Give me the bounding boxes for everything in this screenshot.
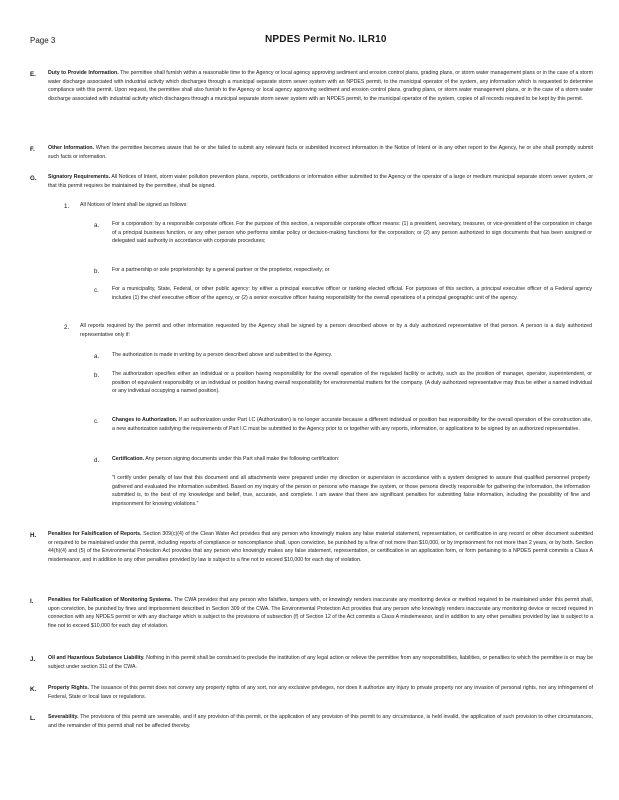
item-2c-label: c. (94, 418, 99, 425)
certification-quote: "I certify under penalty of law that this document and all attachments were prepared under my direction or supervision in accordance with a system designed to assure that qualified personnel properly gathered and evaluated the information submitted. Based on my inquiry of the person or persons who manage the system, or those persons directly responsible for gathering the information, the information submitted is, to the best of my knowledge and belief, true, accurate, and complete. I am aware that there are significant penalties for submitting false information, including the possibility of fine and imprisonment for knowing violations." (112, 475, 590, 507)
section-h-penalties-falsification-reports (48, 530, 593, 564)
permit-title: NPDES Permit No. ILR10 (265, 34, 387, 45)
section-text: When the permittee becomes aware that he or she failed to submit any relevant facts or submitted incorrect information in the Notice of Intent or in any other report to the Agency, he or she shall promptly submit such facts or information. (48, 145, 594, 160)
section-label-e: E. (30, 71, 36, 78)
item-2b-label: b. (94, 372, 100, 379)
section-text: If an authorization under Part I.C (Authorization) is no longer accurate because a different individual or position has responsibility for the overall operation of the construction site, a new authorization satisfying the requirements of Part I.C must be submitted to the Agency prior to or together with any reports, information, or applications to be signed by an authorized representative. (112, 417, 592, 432)
section-text: Any person signing documents under this Part shall make the following certification: (145, 456, 340, 462)
section-heading: Penalties for Falsification of Reports. (48, 531, 142, 537)
section-heading: Duty to Provide Information. (48, 70, 119, 76)
section-g-signatory-requirements (48, 173, 593, 190)
item-2a-text: The authorization is made in writing by a person described above and submitted to the Agency. (112, 352, 333, 358)
item-2-label: 2. (64, 324, 70, 331)
section-label-l: L. (30, 715, 36, 722)
section-heading: Property Rights. (48, 685, 89, 691)
section-label-k: K. (30, 686, 37, 693)
item-1c-text: For a municipality, State, Federal, or other public agency: by either a principal executive officer or ranking elected official. For purposes of this section, a principal executive officer of a Federal agency includes (1) the chief executive officer of the agency, or (2) a senior executive officer having responsibility for the overall operations of a principal geographic unit of the agency. (112, 286, 592, 301)
item-2a-label: a. (94, 353, 100, 360)
item-1a-text: For a corporation: by a responsible corporate officer. For the purpose of this section, a responsible corporate officer means: (1) a president, secretary, treasurer, or vice-president of the corporation in charge of a principal business function, or any other person who performs similar policy or decision-making functions for the corporation; or (2) any person authorized to sign documents that has been assigned or delegated said authority in accordance with corporate procedures; (112, 221, 592, 245)
section-label-i: I. (30, 598, 34, 605)
item-1a-label: a. (94, 222, 100, 229)
section-text: All Notices of Intent, storm water pollution prevention plans, reports, certifications or information either submitted to the Agency or the operator of a large or medium municipal separate storm sewer system, or that this permit requires be maintained by the permittee, shall be signed. (48, 174, 594, 189)
section-text: The CWA provides that any person who falsifies, tampers with, or knowingly renders inaccurate any monitoring device or method required to be maintained under this permit shall, upon conviction, be punished by fines and imprisonment described in Section 309 of the CWA. The Environmental Protection Act provides that any person who knowingly renders inaccurate any monitoring device or record required in connection with any NPDES permit or with any discharge which is subject to the provisions of subsection (f) of Section 12 of the Act commits a Class A misdemeanor, and in addition to any other penalties provided by law is subject to a fine not to exceed $10,000 for each day of violation. (48, 597, 593, 629)
item-2d-certification (112, 455, 592, 464)
item-1-label: 1. (64, 203, 70, 210)
item-1b-text: For a partnership or sole proprietorship: by a general partner or the proprietor, respectively; or (112, 267, 330, 273)
item-1-text: All Notices of Intent shall be signed as follows: (80, 202, 188, 208)
item-2-text: All reports required by the permit and other information requested by the Agency shall be signed by a person described above or by a duly authorized representative of that person. A person is a duly authorized representative only if: (80, 323, 592, 338)
section-heading: Certification. (112, 456, 145, 462)
section-heading: Changes to Authorization. (112, 417, 178, 423)
section-j-oil-hazardous-substance (48, 654, 593, 671)
section-e-duty-to-provide-information (48, 69, 593, 103)
section-f-other-information (48, 144, 593, 161)
item-2c-changes-to-authorization (112, 416, 592, 433)
section-label-f: F. (30, 146, 35, 153)
section-l-severability (48, 713, 593, 730)
section-heading: Signatory Requirements. (48, 174, 111, 180)
section-text: Nothing in this permit shall be construed to preclude the institution of any legal action or relieve the permittee from any responsibilities, liabilities, or penalties to which the permittee is or may be subject under section 311 of the CWA. (48, 655, 593, 670)
section-text: The permittee shall furnish within a reasonable time to the Agency or local agency approving sediment and erosion control plans, grading plans, or storm water management plans or in the case of a storm water discharge associated with industrial activity which discharges through a municipal separate storm sewer system with an NPDES permit, to the municipal operator of the system, any information which is requested to determine compliance with this permit. Upon request, the permittee shall also furnish to the Agency or local agency approving sediment and erosion control plans, grading plans, or storm water management plans, or in the case of a storm water discharge associated with industrial activity which discharges through a municipal separate storm sewer system with an NPDES permit, to the municipal operator of the system, copies of all records required to be kept by this permit. (48, 70, 593, 102)
section-text: Section 309(c)(4) of the Clean Water Act provides that any person who knowingly makes any false material statement, representation, or certification in any record or other document submitted or required to be maintained under this permit, including reports of compliance or noncompliance shall, upon conviction, be punished by a fine of not more than $10,000, or by imprisonment for not more than 2 years, or by both. Section 44(h)(4) and (5) of the Environmental Protection Act provides that any person who knowingly makes any false statement, representation, or certification in an application form, or form pertaining to a NPDES permit commits a Class A misdemeanor, and in addition to any other penalties provided by law is subject to a fine not to exceed $10,000 for each day of violation. (48, 531, 593, 563)
section-heading: Severability. (48, 714, 79, 720)
item-1b-label: b. (94, 268, 100, 275)
section-heading: Oil and Hazardous Substance Liability. (48, 655, 145, 661)
section-k-property-rights (48, 684, 593, 701)
section-i-penalties-falsification-monitoring (48, 596, 593, 630)
section-label-j: J. (30, 656, 36, 663)
section-text: The provisions of this permit are severable, and if any provision of this permit, or the application of any provision of this permit to any circumstance, is held invalid, the application of such provision to other circumstances, and the remainder of this permit shall not be affected thereby. (48, 714, 593, 729)
page-number: Page 3 (30, 36, 56, 45)
item-2b-text: The authorization specifies either an individual or a position having responsibility for the overall operation of the regulated facility or activity, such as the position of manager, operator, superintendent, or position of equivalent responsibility or an individual or position having overall responsibility for environmental matters for the company. (A duly authorized representative may thus be either a named individual or any individual occupying a named position). (112, 371, 592, 395)
item-2d-label: d. (94, 457, 100, 464)
section-label-g: G. (30, 175, 37, 182)
section-heading: Other Information. (48, 145, 95, 151)
section-heading: Penalties for Falsification of Monitoring Systems. (48, 597, 173, 603)
section-label-h: H. (30, 532, 37, 539)
item-1c-label: c. (94, 287, 99, 294)
section-text: The issuance of this permit does not convey any property rights of any sort, nor any exclusive privileges, nor does it authorize any injury to private property nor any invasion of personal rights, nor any infringement of Federal, State or local laws or regulations. (48, 685, 593, 700)
